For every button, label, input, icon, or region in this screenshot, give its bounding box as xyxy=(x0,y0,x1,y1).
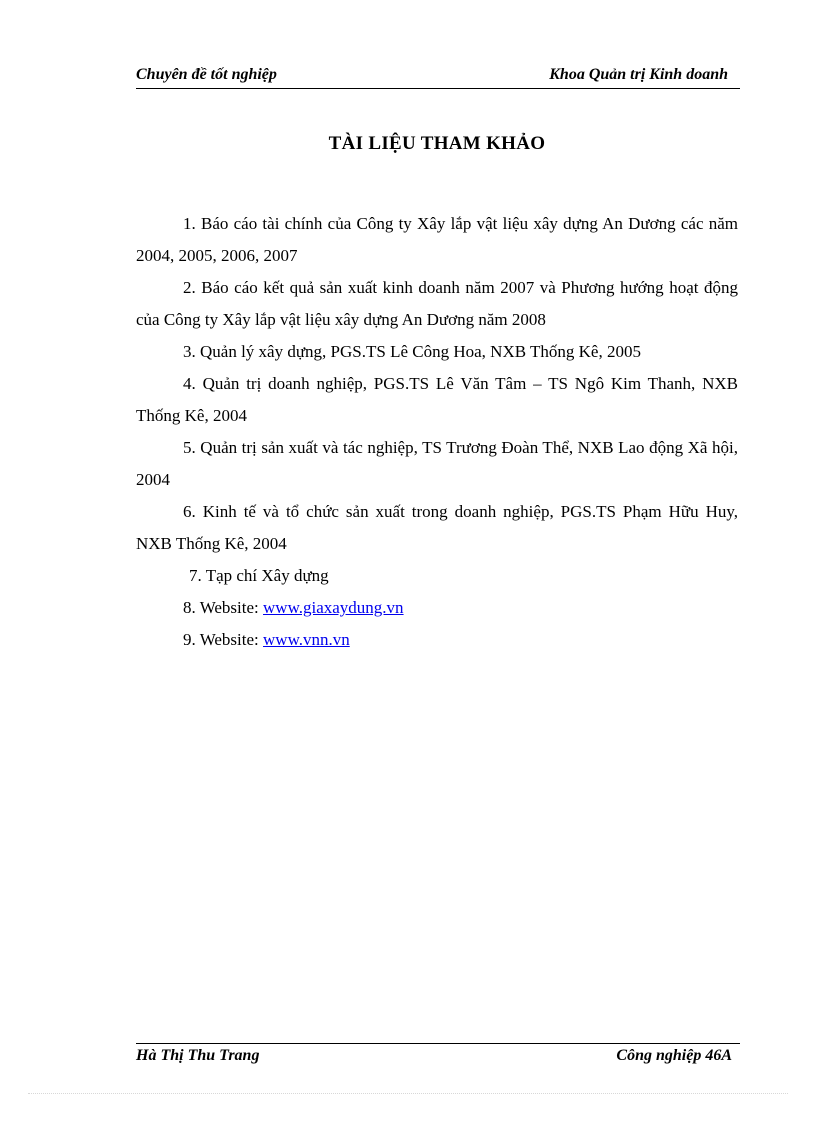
reference-item-7: 7. Tạp chí Xây dựng xyxy=(189,566,329,585)
reference-item-4: 4. Quản trị doanh nghiệp, PGS.TS Lê Văn Tâm – TS Ngô Kim Thanh, NXB Thống Kê, 2004 xyxy=(136,374,738,425)
page-header xyxy=(136,66,740,89)
header-left-text: Chuyên đề tốt nghiệp xyxy=(136,66,277,83)
website-link-vnn[interactable]: www.vnn.vn xyxy=(263,630,350,649)
website-link-giaxaydung[interactable]: www.giaxaydung.vn xyxy=(263,598,404,617)
page-title: TÀI LIỆU THAM KHẢO xyxy=(328,133,546,154)
reference-list xyxy=(136,208,738,656)
page-bottom-divider xyxy=(28,1093,788,1094)
reference-item-3: 3. Quản lý xây dựng, PGS.TS Lê Công Hoa, NXB Thống Kê, 2005 xyxy=(183,342,641,361)
reference-item-6: 6. Kinh tế và tổ chức sản xuất trong doanh nghiệp, PGS.TS Phạm Hữu Huy, NXB Thống Kê, 2004 xyxy=(136,502,738,553)
reference-9-prefix: 9. Website: xyxy=(183,630,264,649)
footer-class: Công nghiệp 46A xyxy=(616,1047,732,1064)
reference-item-5: 5. Quản trị sản xuất và tác nghiệp, TS Trương Đoàn Thể, NXB Lao động Xã hội, 2004 xyxy=(136,438,738,489)
reference-8-prefix: 8. Website: xyxy=(183,598,264,617)
reference-item-1: 1. Báo cáo tài chính của Công ty Xây lắp vật liệu xây dựng An Dương các năm 2004, 2005, 2006, 2007 xyxy=(136,214,738,265)
footer-author: Hà Thị Thu Trang xyxy=(136,1047,260,1064)
reference-item-8 xyxy=(136,592,738,624)
reference-item-2: 2. Báo cáo kết quả sản xuất kinh doanh năm 2007 và Phương hướng hoạt động của Công ty Xây lắp vật liệu xây dựng An Dương năm 2008 xyxy=(136,278,738,329)
reference-item-9 xyxy=(136,624,738,656)
header-right-text: Khoa Quản trị Kinh doanh xyxy=(549,66,728,83)
page-footer xyxy=(136,1043,740,1070)
